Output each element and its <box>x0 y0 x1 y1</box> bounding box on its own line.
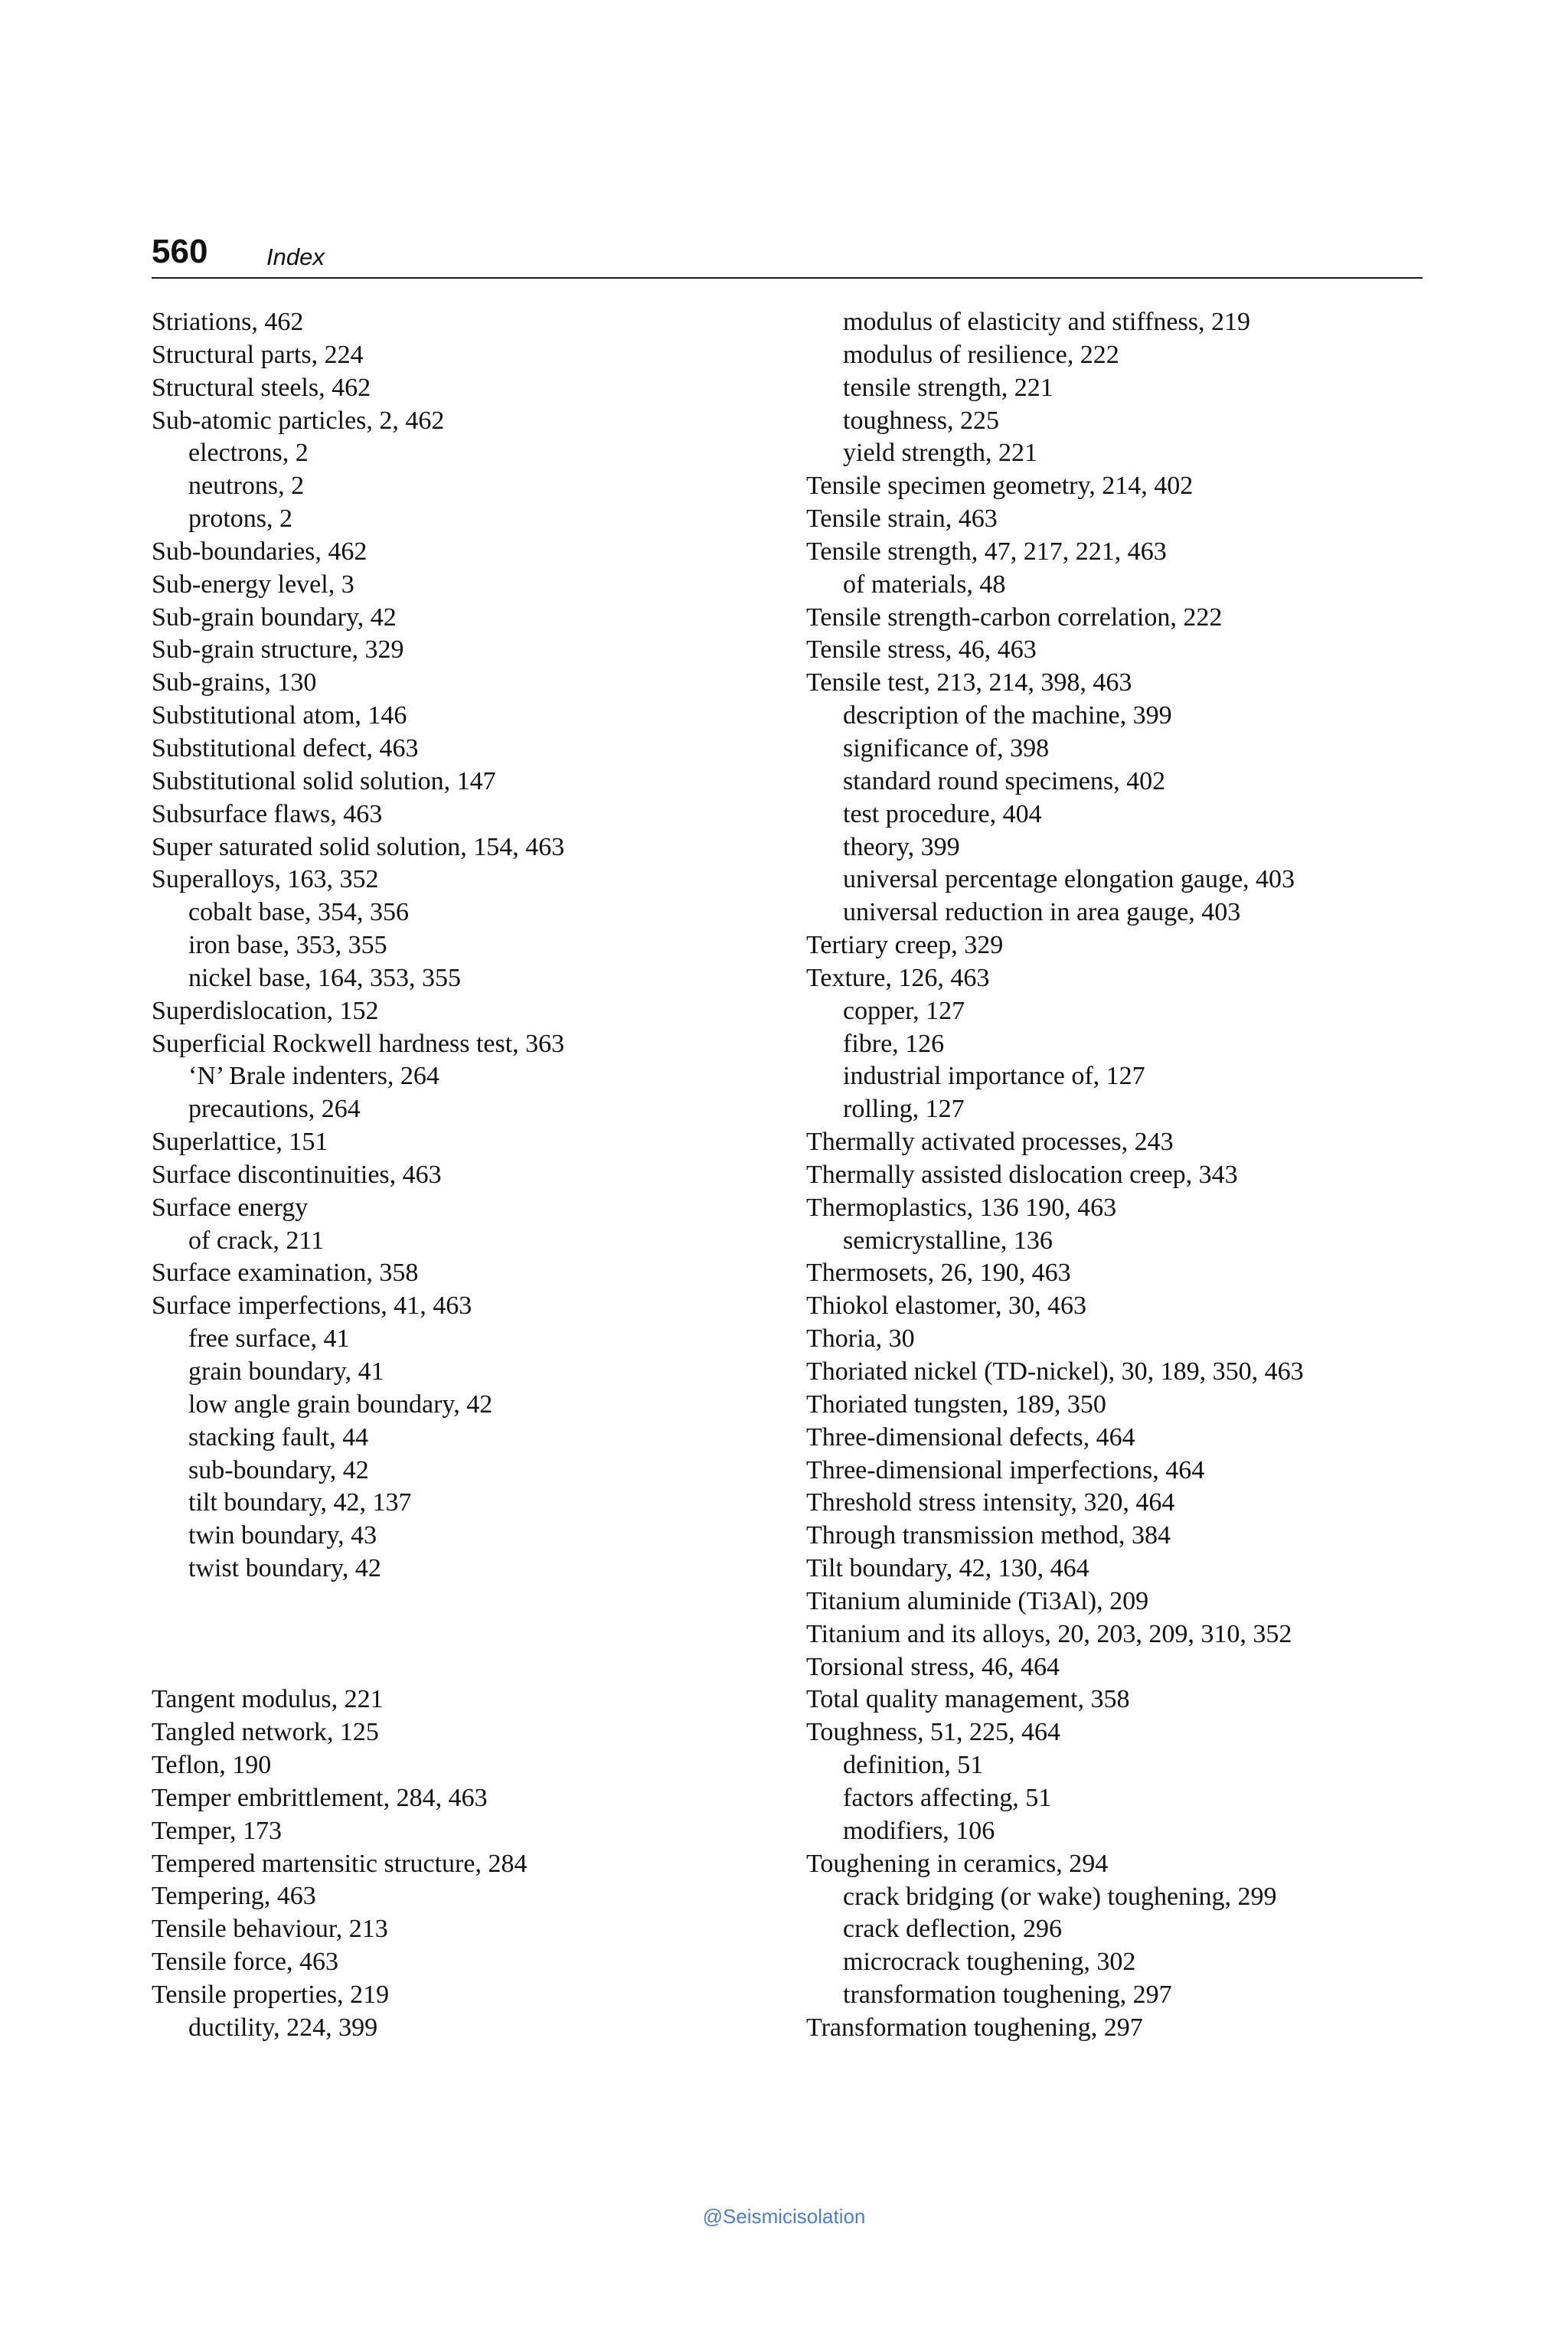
index-entry: Sub-boundaries, 462 <box>152 537 368 566</box>
index-subentry: twin boundary, 43 <box>188 1521 377 1550</box>
index-subentry: of crack, 211 <box>188 1226 325 1255</box>
index-entry: Thermosets, 26, 190, 463 <box>806 1259 1071 1288</box>
index-entry: Sub-grain boundary, 42 <box>152 603 397 632</box>
index-subentry: iron base, 353, 355 <box>188 931 387 960</box>
index-entry: Temper, 173 <box>152 1816 282 1845</box>
index-subentry: industrial importance of, 127 <box>843 1062 1145 1091</box>
index-entry: Total quality management, 358 <box>806 1685 1130 1714</box>
index-entry: Thoriated tungsten, 189, 350 <box>806 1390 1106 1419</box>
index-subentry: universal reduction in area gauge, 403 <box>843 898 1241 927</box>
index-subentry: crack deflection, 296 <box>843 1915 1063 1944</box>
index-entry: Titanium aluminide (Ti3Al), 209 <box>806 1586 1149 1615</box>
index-entry: Titanium and its alloys, 20, 203, 209, 310, 352 <box>806 1619 1292 1648</box>
index-entry: Surface energy <box>152 1193 309 1222</box>
page-number: 560 <box>152 233 208 270</box>
index-entry: Tertiary creep, 329 <box>806 931 1004 960</box>
running-head: Index <box>266 243 325 270</box>
watermark: @Seismicisolation <box>702 2205 866 2228</box>
index-entry: Tensile strain, 463 <box>806 505 998 534</box>
index-entry: Three-dimensional defects, 464 <box>806 1422 1135 1452</box>
index-subentry: nickel base, 164, 353, 355 <box>188 963 461 992</box>
index-entry: Threshold stress intensity, 320, 464 <box>806 1488 1175 1517</box>
index-subentry: rolling, 127 <box>843 1095 965 1124</box>
index-entry: Superalloys, 163, 352 <box>152 865 379 894</box>
index-subentry: crack bridging (or wake) toughening, 299 <box>843 1882 1277 1911</box>
index-subentry: protons, 2 <box>188 505 292 534</box>
index-subentry: factors affecting, 51 <box>843 1783 1052 1812</box>
index-entry: Substitutional atom, 146 <box>152 701 407 730</box>
index-subentry: stacking fault, 44 <box>188 1422 369 1452</box>
index-subentry: standard round specimens, 402 <box>843 766 1166 795</box>
index-entry: Thiokol elastomer, 30, 463 <box>806 1292 1086 1321</box>
index-entry: Texture, 126, 463 <box>806 963 990 992</box>
index-subentry: modulus of elasticity and stiffness, 219 <box>843 308 1250 336</box>
index-entry: Tempering, 463 <box>152 1882 316 1911</box>
index-entry: Substitutional defect, 463 <box>152 733 419 763</box>
index-subentry: copper, 127 <box>843 996 965 1025</box>
index-subentry: semicrystalline, 136 <box>843 1226 1053 1255</box>
index-entry: Tensile behaviour, 213 <box>152 1915 388 1944</box>
index-subentry: twist boundary, 42 <box>188 1554 381 1583</box>
index-subentry: precautions, 264 <box>188 1095 361 1124</box>
index-entry: Three-dimensional imperfections, 464 <box>806 1455 1205 1484</box>
index-entry: Tensile test, 213, 214, 398, 463 <box>806 668 1132 697</box>
index-subentry: neutrons, 2 <box>188 472 305 501</box>
index-entry: Superdislocation, 152 <box>152 996 379 1025</box>
index-entry: Super saturated solid solution, 154, 463 <box>152 832 565 861</box>
index-entry: Tempered martensitic structure, 284 <box>152 1849 528 1878</box>
index-entry: Surface discontinuities, 463 <box>152 1160 442 1189</box>
index-entry: Sub-energy level, 3 <box>152 570 354 599</box>
index-subentry: electrons, 2 <box>188 439 309 468</box>
index-entry: Tensile properties, 219 <box>152 1981 390 2009</box>
index-subentry: of materials, 48 <box>843 570 1006 599</box>
index-subentry: toughness, 225 <box>843 406 999 435</box>
index-entry: Structural parts, 224 <box>152 340 364 369</box>
index-entry: Thermally activated processes, 243 <box>806 1128 1174 1157</box>
index-entry: Structural steels, 462 <box>152 373 371 402</box>
index-entry: Surface imperfections, 41, 463 <box>152 1292 472 1321</box>
index-column-left <box>152 306 779 2045</box>
index-subentry: sub-boundary, 42 <box>188 1455 369 1484</box>
index-entry: Torsional stress, 46, 464 <box>806 1652 1060 1681</box>
index-entry: Superficial Rockwell hardness test, 363 <box>152 1029 565 1058</box>
index-entry: Tensile stress, 46, 463 <box>806 635 1037 665</box>
index-subentry: description of the machine, 399 <box>843 701 1172 730</box>
index-subentry: free surface, 41 <box>188 1324 350 1354</box>
section-gap <box>152 1586 779 1684</box>
index-entry: Substitutional solid solution, 147 <box>152 766 496 795</box>
index-entry: Tensile strength, 47, 217, 221, 463 <box>806 537 1167 566</box>
index-entry: Tensile specimen geometry, 214, 402 <box>806 472 1194 501</box>
index-subentry: significance of, 398 <box>843 733 1050 763</box>
index-subentry: yield strength, 221 <box>843 439 1038 468</box>
index-entry: Thoriated nickel (TD-nickel), 30, 189, 350, 463 <box>806 1357 1304 1386</box>
index-subentry: universal percentage elongation gauge, 403 <box>843 865 1295 894</box>
index-subentry: test procedure, 404 <box>843 799 1042 828</box>
index-entry: Sub-grains, 130 <box>152 668 317 697</box>
index-entry: Sub-grain structure, 329 <box>152 635 404 665</box>
index-entry: Thermally assisted dislocation creep, 343 <box>806 1160 1238 1189</box>
index-entry: Through transmission method, 384 <box>806 1521 1171 1550</box>
index-subentry: ductility, 224, 399 <box>188 2013 378 2042</box>
index-entry: Subsurface flaws, 463 <box>152 799 383 828</box>
index-subentry: modifiers, 106 <box>843 1816 995 1845</box>
index-entry: Toughening in ceramics, 294 <box>806 1849 1109 1878</box>
index-column-right <box>806 306 1434 2045</box>
index-entry: Sub-atomic particles, 2, 462 <box>152 406 445 435</box>
index-subentry: ‘N’ Brale indenters, 264 <box>188 1062 439 1091</box>
page-header <box>152 230 1423 279</box>
index-entry: Thermoplastics, 136 190, 463 <box>806 1193 1117 1222</box>
index-subentry: cobalt base, 354, 356 <box>188 898 409 927</box>
index-entry: Tensile force, 463 <box>152 1948 339 1977</box>
index-subentry: definition, 51 <box>843 1751 984 1780</box>
index-entry: Superlattice, 151 <box>152 1128 328 1157</box>
index-subentry: fibre, 126 <box>843 1029 945 1058</box>
index-entry: Tangent modulus, 221 <box>152 1685 384 1714</box>
index-entry: Surface examination, 358 <box>152 1259 419 1288</box>
index-entry: Tangled network, 125 <box>152 1718 379 1747</box>
index-entry: Transformation toughening, 297 <box>806 2013 1143 2042</box>
index-subentry: tensile strength, 221 <box>843 373 1054 402</box>
index-entry: Tensile strength-carbon correlation, 222 <box>806 603 1223 632</box>
index-subentry: transformation toughening, 297 <box>843 1981 1172 2010</box>
index-subentry: grain boundary, 41 <box>188 1357 384 1386</box>
index-entry: Striations, 462 <box>152 308 304 336</box>
index-subentry: microcrack toughening, 302 <box>843 1948 1136 1977</box>
index-subentry: low angle grain boundary, 42 <box>188 1390 493 1419</box>
index-entry: Toughness, 51, 225, 464 <box>806 1718 1060 1747</box>
index-entry: Tilt boundary, 42, 130, 464 <box>806 1554 1089 1583</box>
index-entry: Thoria, 30 <box>806 1324 915 1354</box>
index-entry: Teflon, 190 <box>152 1751 272 1780</box>
index-entry: Temper embrittlement, 284, 463 <box>152 1783 488 1812</box>
index-subentry: tilt boundary, 42, 137 <box>188 1488 412 1517</box>
index-subentry: theory, 399 <box>843 832 960 861</box>
index-subentry: modulus of resilience, 222 <box>843 340 1119 369</box>
